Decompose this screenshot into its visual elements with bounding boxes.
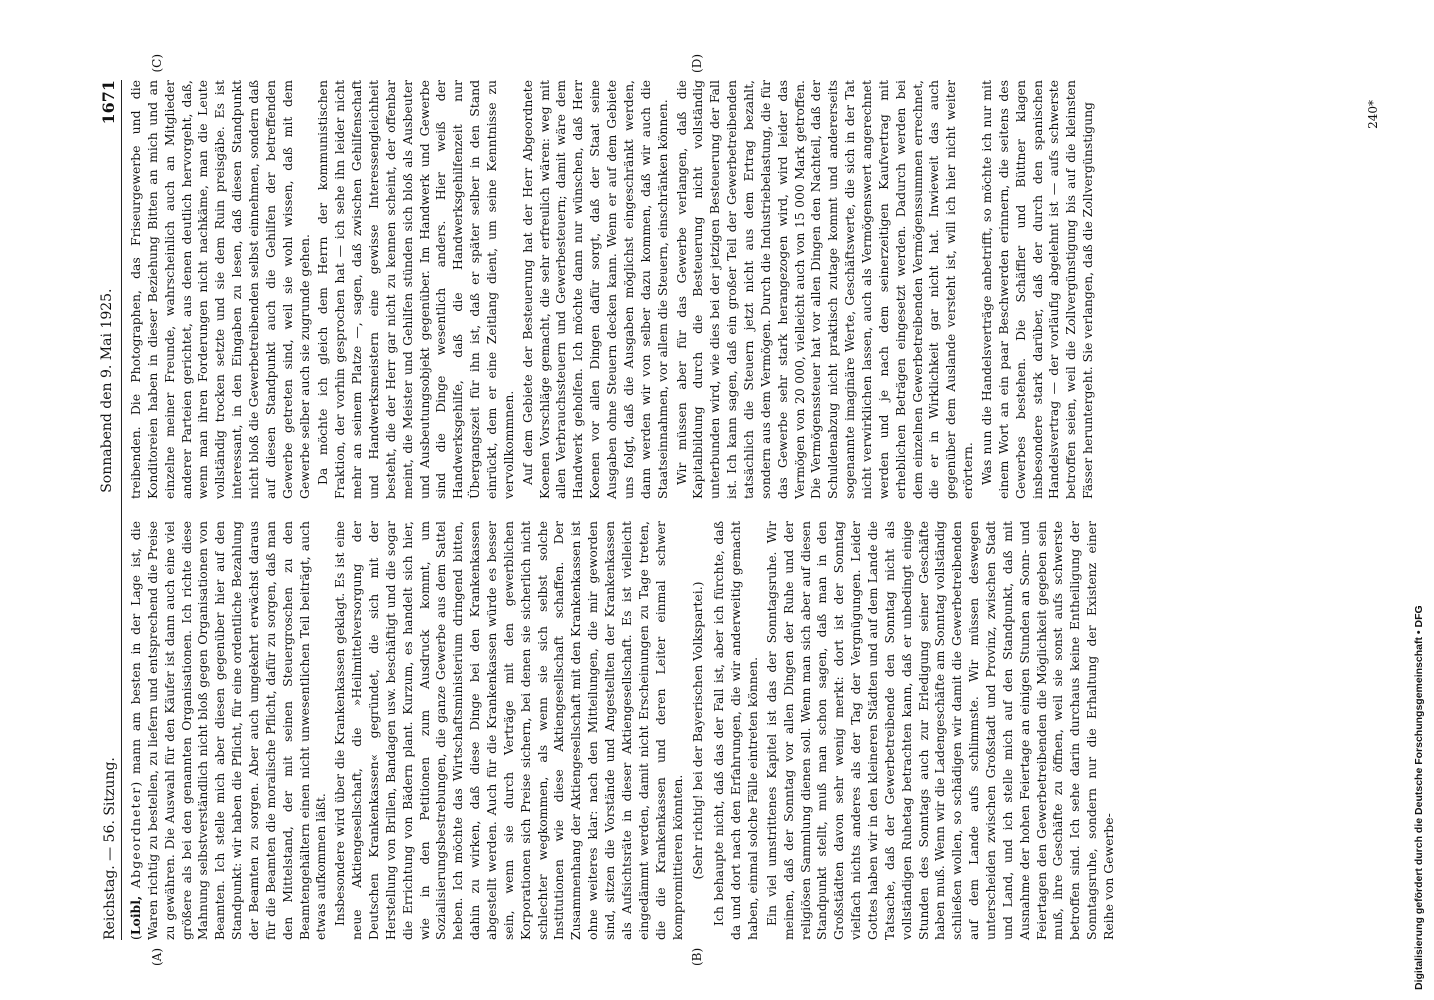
paragraph: treibenden. Die Photographen, das Friseurgewerbe und die Konditoreien haben in dieser Beziehung Bitten an mich und an einzelne meiner Freunde, wahrscheinlich auch an Mitglieder anderer Parteien gerichtet, aus denen deutlich hervorgeht, daß, wenn man ihren Forderungen nicht nachkäme, man die Leute vollständig trocken setzte und sie dem Ruin preisgäbe. Es ist interessant, in den Eingaben zu lesen, daß diesen Standpunkt nicht bloß die Gewerbetreibenden selbst einnehmen, sondern daß auf diesen Standpunkt auch die Gehilfen der betreffenden Gewerbe getreten sind, weil sie wohl wissen, daß mit dem Gewerbe selber auch sie zugrunde gehen. bbox=[128, 80, 312, 499]
paragraph: mann am besten in der Lage ist, die Waren richtig zu bestellen, zu liefern und entsprechend die Preise zu gewähren. Die Auswahl für den Käufer ist dann auch eine viel größere als bei den genannten Organisationen. Ich richte diese Mahnung selbstverständlich nicht bloß gegen Organisationen von Beamten. Ich stelle mich aber diesen gegenüber hier auf den Standpunkt: wir haben die Pflicht, für eine ordentliche Bezahlung der Beamten zu sorgen. Aber auch umgekehrt erwächst daraus für die Beamten die moralische Pflicht, dafür zu sorgen, daß man den Mittelstand, der mit seinen Steuergroschen zu den Beamtengehältern einen nicht unwesentlichen Teil beiträgt, auch etwas aufkommen läßt. bbox=[128, 521, 329, 940]
left-header bbox=[102, 527, 118, 940]
paragraph: Insbesondere wird über die Krankenkassen geklagt. Es ist eine neue Aktiengesellschaft, die »Heilmittelversorgung der Deutschen Krankenkassen« gegründet, die sich mit der Herstellung von Brillen, Bandagen usw. beschäftigt und die sogar die Errichtung von Bädern plant. Kurzum, es handelt sich hier, wie in den Petitionen zum Ausdruck kommt, um Sozialisierungsbestrebungen, die ganze Gewerbe aus dem Sattel heben. Ich möchte das Wirtschaftsministerium dringend bitten, dahin zu wirken, daß diese Dinge bei den Krankenkassen abgestellt werden. Auch für die Krankenkassen würde es besser sein, wenn sie durch Verträge mit den gewerblichen Korporationen sich Preise sichern, bei denen sie sicherlich nicht schlechter wegkommen, als wenn sie sich selbst solche Institutionen wie diese Aktiengesellschaft schaffen. Der Zusammenhang der Aktiengesellschaft mit den Krankenkassen ist ohne weiteres klar: nach den Mitteilungen, die mir geworden sind, sitzen die Vorstände und Angestellten der Krankenkassen als Aufsichtsräte in dieser Aktiengesellschaft. Es ist vielleicht eingedämmt werden, damit nicht Erscheinungen zu Tage treten, die die Krankenkassen und deren Leiter einmal schwer kompromittieren könnten. bbox=[332, 521, 685, 940]
right-column bbox=[128, 80, 1350, 499]
left-running-title: Reichstag. — 56. Sitzung. bbox=[102, 757, 118, 940]
speaker-paragraph: (Loibl, Abgeordneter) mann am besten in der Lage ist, die Waren richtig zu bestellen, zu liefern und entsprechend die Preise zu gewähren. Die Auswahl für den Käufer ist dann auch eine viel größere als bei den genannten Organisationen. Ich richte diese Mahnung selbstverständlich nicht bloß gegen Organisationen von Beamten. Ich stelle mich aber diesen gegenüber hier auf den Standpunkt: wir haben die Pflicht, für eine ordentliche Bezahlung der Beamten zu sorgen. Aber auch umgekehrt erwächst daraus für die Beamten die moralische Pflicht, dafür zu sorgen, daß man den Mittelstand, der mit seinen Steuergroschen zu den Beamtengehältern einen nicht unwesentlichen Teil beiträgt, auch etwas aufkommen läßt. bbox=[128, 521, 329, 940]
interjection: (Sehr richtig! bei der Bayerischen Volkspartei.) bbox=[690, 581, 706, 880]
paragraph: Auf dem Gebiete der Besteuerung hat der Herr Abgeordnete Koenen Vorschläge gemacht, die sehr erfreulich wären: weg mit allen Verbrauchssteuern und Gewerbesteuern; damit wäre dem Handwerk geholfen. Ich möchte dann nur wünschen, daß Herr Koenen vor allen Dingen dafür sorgt, daß der Staat seine Ausgaben ohne Steuern decken kann. Wenn er auf dem Gebiete uns folgt, daß die Ausgaben möglichst eingeschränkt werden, dann werden wir von selber dazu kommen, daß wir auch die Staatseinnahmen, vor allem die Steuern, einschränken können. bbox=[519, 80, 670, 499]
text-columns bbox=[128, 80, 1350, 940]
paragraph: Ich behaupte nicht, daß das der Fall ist, aber ich fürchte, daß da und dort nach den Erfahrungen, die wir anderweitig gemacht haben, einmal solche Fälle eintreten können. bbox=[711, 521, 760, 940]
speaker-role: Abgeordneter bbox=[128, 786, 143, 889]
left-column bbox=[128, 521, 1350, 940]
right-running-title: Sonnabend den 9. Mai 1925. bbox=[99, 288, 115, 493]
signature-mark: 240* bbox=[1366, 100, 1380, 129]
margin-mark-d: (D) bbox=[690, 54, 704, 73]
paragraph: Was nun die Handelsverträge anbetrifft, so möchte ich nur mit einem Wort an ein paar Beschwerden erinnern, die seitens des Gewerbes bestehen. Die Schäffler und Büttner klagen insbesondere stark darüber, daß der durch den spanischen Handelsvertrag — der vorläufig abgelehnt ist — aufs schwerste betroffen seien, weil die Zollvergünstigung bis auf die kleinsten Fässer heruntergeht. Sie verlangen, daß die Zollvergünstigung bbox=[978, 80, 1096, 499]
rotated-content bbox=[90, 54, 1380, 966]
page-number: 1671 bbox=[99, 80, 118, 125]
paragraph: Ein viel umstrittenes Kapitel ist das der Sonntagsruhe. Wir meinen, daß der Sonntag vor allen Dingen der Ruhe und der religiösen Sammlung dienen soll. Wenn man sich aber auf diesen Standpunkt stellt, muß man schon sagen, daß man in den Großstädten davon sehr wenig merkt: dort ist der Sonntag vielfach nichts anderes als der Tag der Vergnügungen. Leider Gottes haben wir in den kleineren Städten und auf dem Lande die Tatsache, daß der Gewerbetreibende den Sonntag nicht als vollständigen Ruhetag betrachten kann, daß er unbedingt einige Stunden des Sonntags auch zur Erledigung seiner Geschäfte haben muß. Wenn wir die Ladengeschäfte am Sonntag vollständig schließen wollen, so schädigen wir damit die Gewerbetreibenden auf dem Lande aufs schlimmste. Wir müssen deswegen unterscheiden zwischen Großstadt und Provinz, zwischen Stadt und Land, und ich stelle mich auf den Standpunkt, daß mit Ausnahme der hohen Feiertage an einigen Stunden an Sonn- und Feiertagen den Gewerbetreibenden die Möglichkeit gegeben sein muß, ihre Geschäfte zu öffnen, weil sie sonst aufs schwerste betroffen sind. Ich sehe darin durchaus keine Entheiligung der Sonntagsruhe, sondern nur die Erhaltung der Existenz einer Reihe von Gewerbe- bbox=[763, 521, 1116, 940]
speaker-name: Loibl, bbox=[128, 895, 143, 936]
margin-mark-c: (C) bbox=[150, 54, 164, 73]
digitization-credit bbox=[1408, 10, 1430, 990]
credit-text: Digitalisierung gefördert durch die Deutsche Forschungsgemeinschaft • DFG bbox=[1413, 605, 1425, 990]
margin-mark-b: (B) bbox=[690, 947, 704, 966]
right-header bbox=[99, 80, 118, 493]
margin-mark-a: (A) bbox=[150, 947, 164, 966]
paragraph: Da möchte ich gleich dem Herrn der kommunistischen Fraktion, der vorhin gesprochen hat — ich sehe ihn leider nicht mehr an seinem Platze —, sagen, daß zwischen Gehilfenschaft und Handwerksmeistern eine gewisse Interessengleichheit besteht, die der Herr gar nicht zu kennen scheint, der offenbar meint, die Meister und Gehilfen stünden sich bloß als Ausbeuter und Ausbeutungsobjekt gegenüber. Im Handwerk und Gewerbe sind die Dinge wesentlich anders. Hier weiß der Handwerksgehilfe, daß die Handwerksgehilfenzeit nur Übergangszeit für ihn ist, daß er später selber in den Stand einrückt, dem er eine Zeitlang dient, um seine Kenntnisse zu vervollkommnen. bbox=[315, 80, 516, 499]
paragraph: Wir müssen aber für das Gewerbe verlangen, daß die Kapitalbildung durch die Besteuerung nicht vollständig unterbunden wird, wie dies bei der jetzigen Besteuerung der Fall ist. Ich kann sagen, daß ein großer Teil der Gewerbetreibenden tatsächlich die Steuern jetzt nicht aus dem Ertrag bezahlt, sondern aus dem Vermögen. Durch die Industriebelastung, die für das Gewerbe sehr stark herangezogen wird, wird leider das Vermögen von 20 000, vielleicht auch von 15 000 Mark getroffen. Die Vermögenssteuer hat vor allen Dingen den Nachteil, daß der Schuldenabzug nicht praktisch zutage kommt und andererseits sogenannte imaginäre Werte, Geschäftswerte, die sich in der Tat nicht verwirklichen lassen, auch als Vermögenswert angerechnet werden und je nach dem seinerzeitigen Kaufvertrag mit erheblichen Beträgen eingesetzt werden. Dadurch werden bei dem einzelnen Gewerbetreibenden Vermögenssummen errechnet, die er in Wirklichkeit gar nicht hat. Inwieweit das auch gegenüber dem Auslande versteht ist, will ich hier nicht weiter erörtern. bbox=[673, 80, 976, 499]
page-header bbox=[90, 80, 122, 940]
